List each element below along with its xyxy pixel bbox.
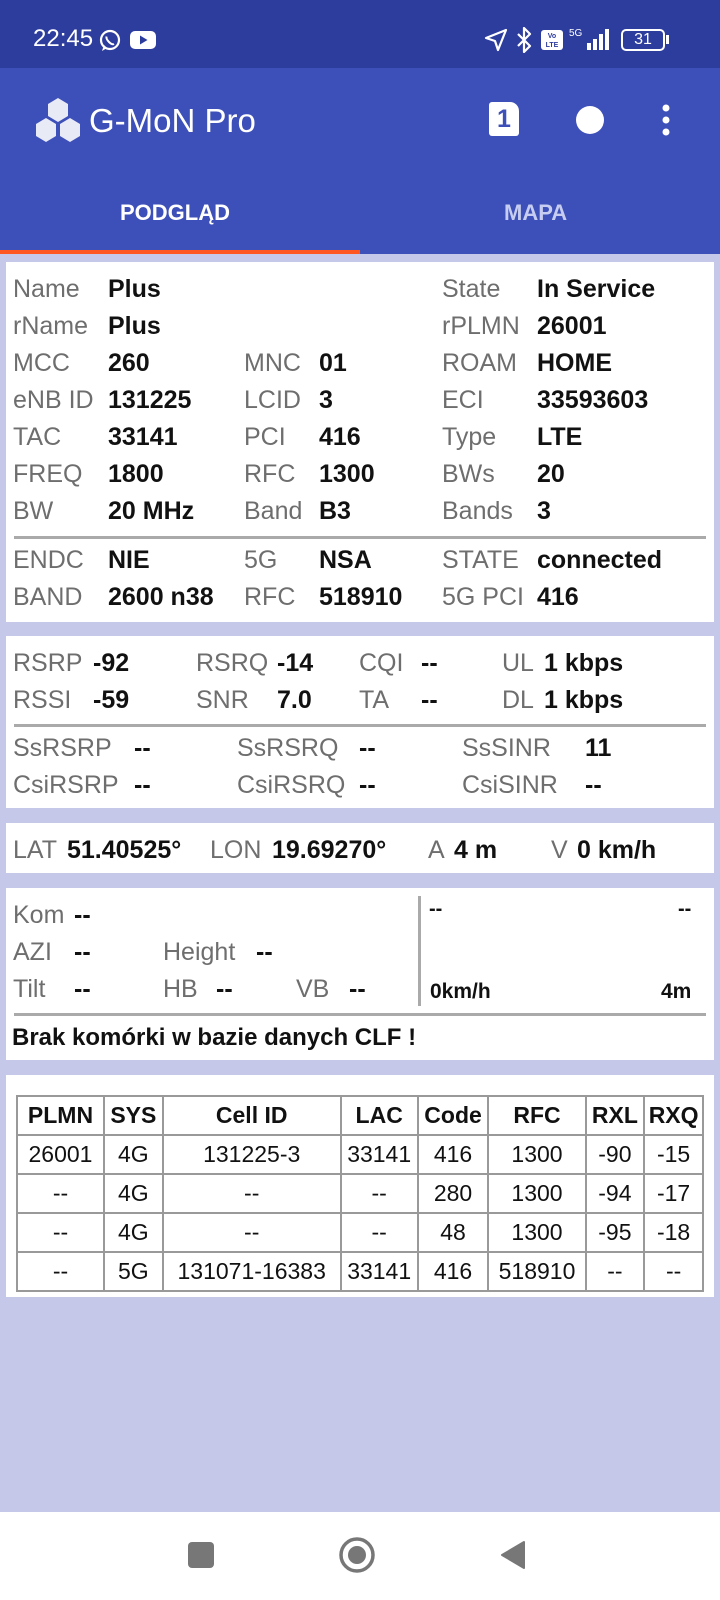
tac-label: TAC <box>13 423 62 451</box>
rsrq-label: RSRQ <box>196 649 269 677</box>
csisinr-value: -- <box>585 771 602 799</box>
table-cell: -95 <box>586 1213 645 1252</box>
endc-label: ENDC <box>13 546 84 574</box>
ul-value: 1 kbps <box>544 649 624 677</box>
dl-label: DL <box>502 686 534 714</box>
enb-id-value: 131225 <box>108 386 192 414</box>
sim-card-icon[interactable] <box>489 102 519 136</box>
system-nav-bar <box>0 1512 720 1600</box>
rfc-value: 1300 <box>319 460 375 488</box>
table-cell: -15 <box>644 1135 703 1174</box>
table-cell: -94 <box>586 1174 645 1213</box>
bws-value: 20 <box>537 460 565 488</box>
state-label: State <box>442 275 501 303</box>
ta-value: -- <box>421 686 438 714</box>
freq-value: 1800 <box>108 460 164 488</box>
tac-value: 33141 <box>108 423 178 451</box>
5g-pci-value: 416 <box>537 583 579 611</box>
rplmn-value: 26001 <box>537 312 607 340</box>
vb-value: -- <box>349 975 366 1003</box>
roam-label: ROAM <box>442 349 517 377</box>
csisinr-label: CsiSINR <box>462 771 558 799</box>
svg-text:Vo: Vo <box>547 33 557 40</box>
site-card <box>6 888 714 1060</box>
table-cell: 4G <box>104 1174 163 1213</box>
lon-label: LON <box>210 836 262 864</box>
tilt-value: -- <box>74 975 91 1003</box>
sssinr-value: 11 <box>585 734 612 762</box>
mnc-value: 01 <box>319 349 347 377</box>
name-value: Plus <box>108 275 161 303</box>
snr-label: SNR <box>196 686 249 714</box>
azi-value: -- <box>74 938 91 966</box>
csirsrp-label: CsiRSRP <box>13 771 119 799</box>
5g-pci-label: 5G PCI <box>442 583 524 611</box>
ssrsrq-label: SsRSRQ <box>237 734 339 762</box>
cells-table <box>16 1095 704 1292</box>
speed-value: 0 km/h <box>577 836 657 864</box>
table-cell: 280 <box>418 1174 489 1213</box>
table-cell: 1300 <box>488 1135 585 1174</box>
table-header-row <box>17 1096 703 1135</box>
svg-text:5G: 5G <box>569 28 583 39</box>
table-cell: 33141 <box>341 1252 418 1291</box>
vertical-divider <box>418 896 421 1006</box>
more-options-icon[interactable] <box>662 104 670 136</box>
csirsrp-value: -- <box>134 771 151 799</box>
tilt-label: Tilt <box>13 975 46 1003</box>
status-bar <box>0 0 720 68</box>
rplmn-label: rPLMN <box>442 312 520 340</box>
kom-value: -- <box>74 901 91 929</box>
csirsrq-label: CsiRSRQ <box>237 771 346 799</box>
back-button-icon[interactable] <box>500 1540 526 1570</box>
rssi-value: -59 <box>93 686 130 714</box>
app-bar <box>0 68 720 254</box>
accuracy-label: A <box>428 836 445 864</box>
height-value: -- <box>256 938 273 966</box>
cells-table-card <box>6 1075 714 1297</box>
ssrsrp-label: SsRSRP <box>13 734 112 762</box>
lcid-value: 3 <box>319 386 333 414</box>
bw-value: 20 MHz <box>108 497 195 525</box>
endc-value: NIE <box>108 546 150 574</box>
table-cell: -- <box>341 1174 418 1213</box>
mnc-label: MNC <box>244 349 301 377</box>
pci-value: 416 <box>319 423 361 451</box>
column-header: RFC <box>488 1096 585 1135</box>
svg-text:LTE: LTE <box>545 42 559 49</box>
table-cell: -- <box>586 1252 645 1291</box>
band-label: Band <box>244 497 303 525</box>
bws-label: BWs <box>442 460 495 488</box>
roam-value: HOME <box>537 349 612 377</box>
eci-label: ECI <box>442 386 484 414</box>
lat-label: LAT <box>13 836 57 864</box>
rfc-label: RFC <box>244 460 296 488</box>
recents-button-icon[interactable] <box>188 1542 214 1568</box>
table-cell: 131225-3 <box>163 1135 341 1174</box>
whatsapp-icon <box>98 29 122 53</box>
pci-label: PCI <box>244 423 286 451</box>
type-label: Type <box>442 423 497 451</box>
table-cell: 518910 <box>488 1252 585 1291</box>
signal-card <box>6 636 714 808</box>
5g-band-value: 2600 n38 <box>108 583 214 611</box>
table-cell: 33141 <box>341 1135 418 1174</box>
csirsrq-value: -- <box>359 771 376 799</box>
column-header: SYS <box>104 1096 163 1135</box>
volte-icon <box>540 29 564 51</box>
divider <box>14 1013 706 1016</box>
speed-label: V <box>551 836 568 864</box>
divider <box>14 536 706 539</box>
clf-message: Brak komórki w bazie danych CLF ! <box>12 1024 417 1051</box>
table-cell: 48 <box>418 1213 489 1252</box>
bluetooth-icon <box>515 27 533 53</box>
table-cell: -- <box>17 1174 104 1213</box>
5g-label: 5G <box>244 546 278 574</box>
5g-value: NSA <box>319 546 372 574</box>
battery-tip <box>666 35 669 44</box>
column-header: PLMN <box>17 1096 104 1135</box>
side-top-left: -- <box>429 898 443 920</box>
hb-value: -- <box>216 975 233 1003</box>
enb-id-label: eNB ID <box>13 386 94 414</box>
type-value: LTE <box>537 423 583 451</box>
eci-value: 33593603 <box>537 386 649 414</box>
location-arrow-icon <box>484 28 508 52</box>
table-cell: 416 <box>418 1135 489 1174</box>
cqi-value: -- <box>421 649 438 677</box>
freq-label: FREQ <box>13 460 83 488</box>
connection-state-value: connected <box>537 546 663 574</box>
ssrsrp-value: -- <box>134 734 151 762</box>
rsrq-value: -14 <box>277 649 314 677</box>
table-cell: 131071-16383 <box>163 1252 341 1291</box>
rsrp-value: -92 <box>93 649 130 677</box>
table-row <box>17 1135 703 1174</box>
mcc-label: MCC <box>13 349 70 377</box>
height-label: Height <box>163 938 236 966</box>
table-cell: -- <box>341 1213 418 1252</box>
connection-state-label: STATE <box>442 546 519 574</box>
app-logo-icon <box>34 98 82 144</box>
table-cell: 4G <box>104 1213 163 1252</box>
table-row <box>17 1252 703 1291</box>
vb-label: VB <box>296 975 330 1003</box>
band-value: B3 <box>319 497 351 525</box>
table-cell: -90 <box>586 1135 645 1174</box>
record-circle-icon[interactable] <box>576 106 604 134</box>
table-row <box>17 1174 703 1213</box>
battery-icon <box>621 29 665 51</box>
cqi-label: CQI <box>359 649 404 677</box>
home-button-icon[interactable] <box>338 1536 376 1574</box>
kom-label: Kom <box>13 901 65 929</box>
mcc-value: 260 <box>108 349 150 377</box>
table-cell: 4G <box>104 1135 163 1174</box>
table-cell: 26001 <box>17 1135 104 1174</box>
table-row <box>17 1213 703 1252</box>
tab-mapa[interactable]: MAPA <box>504 200 568 225</box>
accuracy-value: 4 m <box>454 836 498 864</box>
table-cell: -- <box>17 1252 104 1291</box>
table-cell: 1300 <box>488 1213 585 1252</box>
rssi-label: RSSI <box>13 686 72 714</box>
signal-5g-icon <box>569 26 613 52</box>
bands-label: Bands <box>442 497 513 525</box>
tab-podglad[interactable]: PODGLĄD <box>120 200 230 225</box>
column-header: Cell ID <box>163 1096 341 1135</box>
rsrp-label: RSRP <box>13 649 83 677</box>
hb-label: HB <box>163 975 198 1003</box>
sim-number: 1 <box>497 105 511 133</box>
lat-value: 51.40525° <box>67 836 182 864</box>
location-card <box>6 823 714 873</box>
table-cell: -- <box>17 1213 104 1252</box>
column-header: RXL <box>586 1096 645 1135</box>
table-cell: 5G <box>104 1252 163 1291</box>
column-header: LAC <box>341 1096 418 1135</box>
table-cell: -17 <box>644 1174 703 1213</box>
5g-rfc-label: RFC <box>244 583 296 611</box>
azi-label: AZI <box>13 938 52 966</box>
tab-indicator <box>0 250 360 254</box>
status-time: 22:45 <box>33 25 94 52</box>
sssinr-label: SsSINR <box>462 734 551 762</box>
divider <box>14 724 706 727</box>
state-value: In Service <box>537 275 656 303</box>
cell-info-card <box>6 262 714 622</box>
dl-value: 1 kbps <box>544 686 624 714</box>
app-title: G-MoN Pro <box>89 102 256 139</box>
youtube-icon <box>130 30 156 50</box>
battery-level: 31 <box>634 31 652 48</box>
table-cell: -- <box>163 1213 341 1252</box>
table-cell: 416 <box>418 1252 489 1291</box>
bw-label: BW <box>13 497 54 525</box>
ta-label: TA <box>359 686 390 714</box>
rname-value: Plus <box>108 312 161 340</box>
5g-rfc-value: 518910 <box>319 583 403 611</box>
side-top-right: -- <box>678 898 692 920</box>
bands-value: 3 <box>537 497 551 525</box>
table-cell: -- <box>163 1174 341 1213</box>
side-speed: 0km/h <box>430 980 491 1003</box>
ssrsrq-value: -- <box>359 734 376 762</box>
column-header: RXQ <box>644 1096 703 1135</box>
column-header: Code <box>418 1096 489 1135</box>
side-accuracy: 4m <box>661 980 692 1003</box>
table-cell: -18 <box>644 1213 703 1252</box>
lcid-label: LCID <box>244 386 301 414</box>
table-cell: -- <box>644 1252 703 1291</box>
snr-value: 7.0 <box>277 686 312 714</box>
table-cell: 1300 <box>488 1174 585 1213</box>
ul-label: UL <box>502 649 534 677</box>
name-label: Name <box>13 275 80 303</box>
lon-value: 19.69270° <box>272 836 387 864</box>
5g-band-label: BAND <box>13 583 83 611</box>
rname-label: rName <box>13 312 89 340</box>
